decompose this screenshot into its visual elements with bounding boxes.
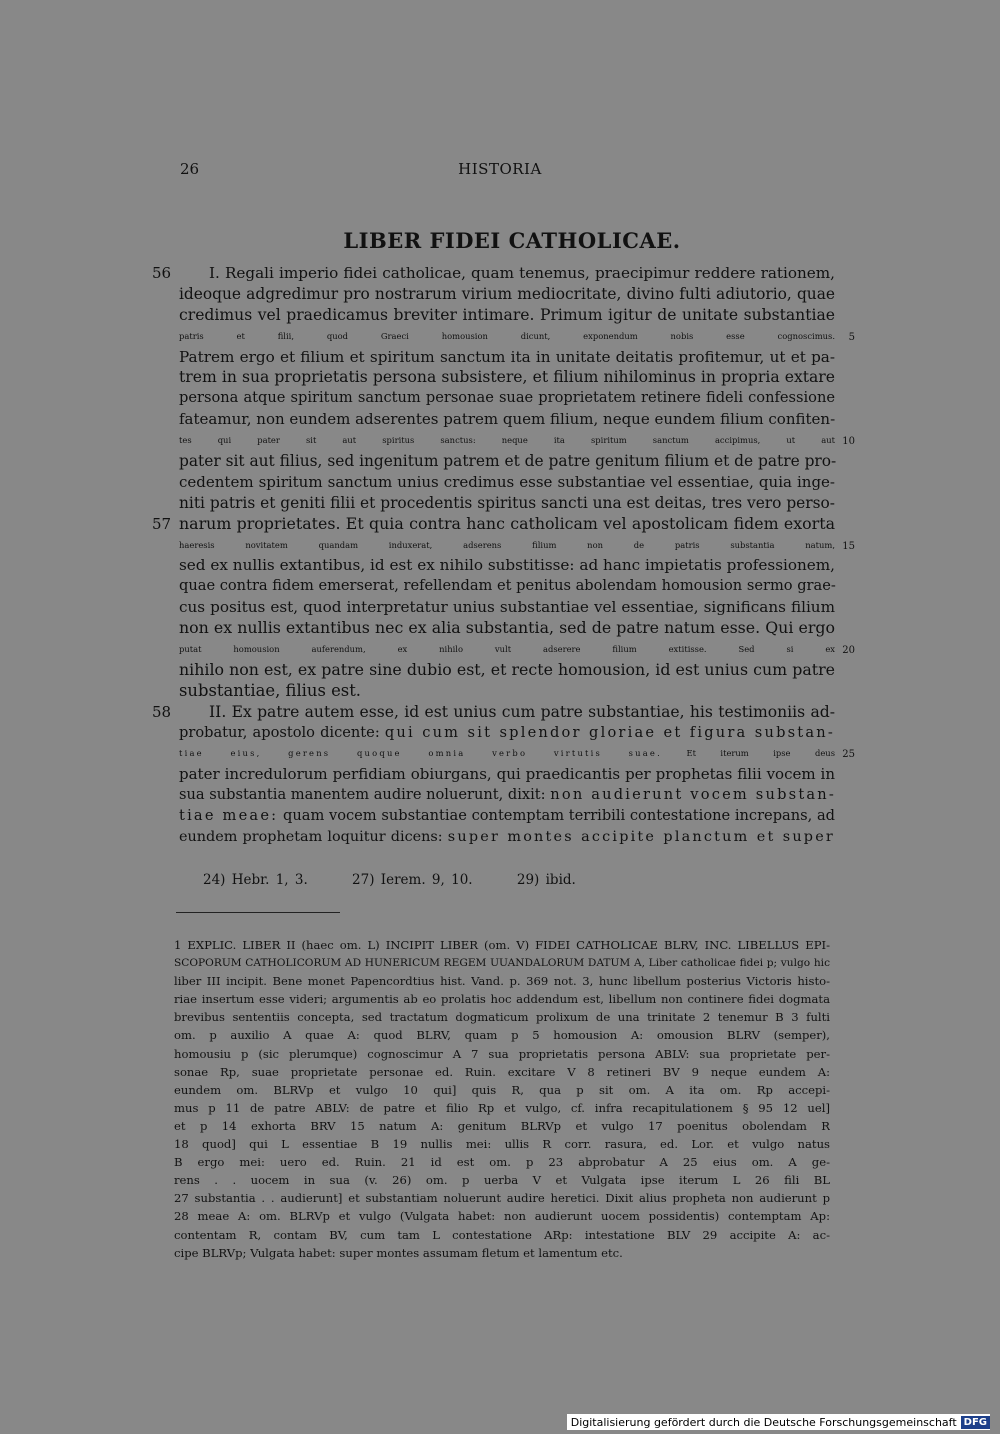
text-line: nihilo non est, ex patre sine dubio est, et recte homousion, id est unius cum patre: [179, 659, 835, 679]
dfg-logo: DFG: [961, 1416, 990, 1429]
text-line: trem in sua proprietatis persona subsistere, et filium nihilominus in propria extare: [179, 368, 835, 387]
apparatus-line: om. p auxilio A quae A: quod BLRV, quam p 5 homousion A: omousion BLRV (semper),: [174, 1028, 830, 1043]
text-line: fateamur, non eundem adserentes patrem quem filium, neque eundem filium confiten-: [179, 410, 836, 429]
text-line: quae contra fidem emerserat, refellendam et penitus abolendam homousion sermo grae-: [179, 577, 836, 595]
reference: 29) ibid.: [516, 872, 576, 888]
quotation: qui cum sit splendor gloriae et figura substan-: [384, 723, 835, 741]
text-line: Patrem ergo et filium et spiritum sanctum ita in unitate deitatis profitemur, ut et pa-: [179, 347, 835, 366]
section-number: 57: [152, 514, 172, 533]
text-line: cus positus est, quod interpretatur unius substantiae vel essentiae, significans filium: [179, 598, 835, 617]
text-line: 57 narum proprietates. Et quia contra hanc catholicam vel apostolicam fidem exorta: [152, 513, 835, 533]
quotation: non audierunt vocem substan-: [550, 786, 837, 804]
line-number: 20: [842, 645, 855, 657]
apparatus-line: brevibus sententiis concepta, sed tractatum dogmaticum prolixum de una trinitate 2 tenemur B 3 fulti: [174, 1010, 830, 1025]
line-number: 5: [848, 331, 855, 343]
section-number: 56: [152, 264, 172, 282]
text-line: pater sit aut filius, sed ingenitum patrem et de patre genitum filium et de patre pro-: [179, 452, 837, 471]
text-line: patris et filii, quod Graeci homousion dicunt, exponendum nobis esse cognoscimus. 5: [179, 326, 835, 347]
footnote-divider: [176, 912, 340, 913]
apparatus-line: SCOPORUM CATHOLICORUM AD HUNERICUM REGEM UUANDALORUM DATUM A, Liber catholicae fidei p; vulgo hic: [174, 957, 830, 970]
book-title: LIBER FIDEI CATHOLICAE.: [343, 228, 681, 253]
line-number: 10: [842, 436, 855, 448]
running-header: [150, 160, 850, 182]
digitization-credit: [567, 1414, 990, 1430]
apparatus-line: 1 EXPLIC. LIBER II (haec om. L) INCIPIT LIBER (om. V) FIDEI CATHOLICAE BLRV, INC. LIBELLUS EPI-: [174, 938, 830, 952]
reference: 27) Ierem. 9, 10.: [352, 872, 473, 888]
text-line: pater incredulorum perfidiam obiurgans, qui praedicantis per prophetas filii vocem in: [179, 765, 835, 784]
apparatus-line: 27 substantia . . audierunt] et substantiam noluerunt audire heretici. Dixit alius propheta non audierunt p: [174, 1191, 830, 1206]
apparatus-line: rens . . uocem in sua (v. 26) om. p uerba V et Vulgata ipse iterum L 26 fili BL: [174, 1173, 830, 1188]
line-number: 15: [842, 540, 855, 552]
text-line: credimus vel praedicamus breviter intimare. Primum igitur de unitate substantiae: [179, 305, 835, 324]
text-line: cedentem spiritum sanctum unius credimus esse substantiae vel essentiae, quia inge-: [179, 472, 835, 491]
apparatus-line: 28 meae A: om. BLRVp et vulgo (Vulgata habet: non audierunt uocem possidentis) contemptam Ap:: [174, 1209, 830, 1224]
apparatus-line: mus p 11 de patre ABLV: de patre et filio Rp et vulgo, cf. infra recapitulationem § 95 12 uel]: [174, 1100, 830, 1115]
apparatus-line: cipe BLRVp; Vulgata habet: super montes assumam fletum et lamentum etc.: [174, 1245, 623, 1260]
apparatus-line: eundem om. BLRVp et vulgo 10 qui] quis R, qua p sit om. A ita om. Rp accepi-: [174, 1082, 830, 1097]
text-line: persona atque spiritum sanctum personae suae proprietatem retinere fideli confessione: [179, 389, 835, 407]
text-line: sed ex nullis extantibus, id est ex nihilo substitisse: ad hanc impietatis professionem,: [179, 556, 835, 575]
text-line: eundem prophetam loquitur dicens: super montes accipite planctum et super: [179, 829, 835, 846]
quotation: super montes accipite planctum et super: [447, 829, 835, 846]
quotation: tiae meae:: [179, 807, 279, 825]
text-line: probatur, apostolo dicente: qui cum sit splendor gloriae et figura substan-: [179, 723, 835, 741]
section-number: 58: [152, 702, 172, 721]
text-line: substantiae, filius est.: [179, 680, 362, 700]
text-line: niti patris et geniti filii et procedentis spiritus sancti una est deitas, tres vero perso-: [179, 493, 835, 512]
text-line: non ex nullis extantibus nec ex alia substantia, sed de patre natum esse. Qui ergo: [179, 618, 835, 638]
text-line: tiae meae: quam vocem substantiae contemptam terribili contestatione increpans, ad: [179, 807, 835, 825]
text-line: 58 II. Ex patre autem esse, id est unius cum patre substantiae, his testimoniis ad-: [152, 702, 835, 721]
apparatus-line: B ergo mei: uero ed. Ruin. 21 id est om. p 23 abprobatur A 25 eius om. A ge-: [174, 1155, 830, 1170]
apparatus-line: sonae Rp, suae proprietate personae ed. Ruin. excitare V 8 retineri BV 9 neque eundem A:: [174, 1064, 830, 1079]
apparatus-line: liber III incipit. Bene monet Papencordtius hist. Vand. p. 369 not. 3, hunc libellum posterius Victoris histo-: [174, 974, 830, 989]
page-number: 26: [180, 160, 200, 178]
apparatus-line: contentam R, contam BV, cum tam L contestatione ARp: intestatione BLV 29 accipite A: ac-: [174, 1227, 830, 1242]
text-line: tes qui pater sit aut spiritus sanctus: neque ita spiritum sanctum accipimus, ut aut 10: [179, 430, 835, 451]
apparatus-line: homousiu p (sic plerumque) cognoscimur A 7 sua proprietatis persona ABLV: sua proprietate per-: [174, 1046, 830, 1061]
main-text: [152, 263, 855, 848]
text-line: sua substantia manentem audire noluerunt, dixit: non audierunt vocem substan-: [179, 786, 837, 804]
line-number: 25: [842, 749, 855, 761]
apparatus-line: riae insertum esse videri; argumentis ab eo prolatis hoc addendum est, libellum non continere fidei dogmata: [174, 992, 830, 1007]
text-line: ideoque adgredimur pro nostrarum virium mediocritate, divino fulti adiutorio, quae: [179, 284, 835, 303]
critical-apparatus: [174, 936, 830, 1262]
text-line: putat homousion auferendum, ex nihilo vult adserere filium extitisse. Sed si ex 20: [179, 639, 835, 660]
text-line: 56 I. Regali imperio fidei catholicae, quam tenemus, praecipimur reddere rationem,: [152, 264, 835, 282]
credit-text: Digitalisierung gefördert durch die Deutsche Forschungsgemeinschaft: [570, 1415, 957, 1429]
scripture-references: [203, 872, 614, 888]
text-line: tiae eius, gerens quoque omnia verbo virtutis suae. Et iterum ipse deus 25: [179, 743, 835, 764]
text-line: haeresis novitatem quandam induxerat, adserens filium non de patris substantia natum, 15: [179, 535, 835, 556]
running-title: HISTORIA: [458, 160, 542, 178]
reference: 24) Hebr. 1, 3.: [203, 872, 308, 888]
apparatus-line: 18 quod] qui L essentiae B 19 nullis mei: ullis R corr. rasura, ed. Lor. et vulgo natus: [174, 1137, 830, 1152]
apparatus-line: et p 14 exhorta BRV 15 natum A: genitum BLRVp et vulgo 17 poenitus obolendam R: [174, 1118, 830, 1133]
quotation: tiae eius, gerens quoque omnia verbo virtutis suae.: [179, 748, 662, 759]
